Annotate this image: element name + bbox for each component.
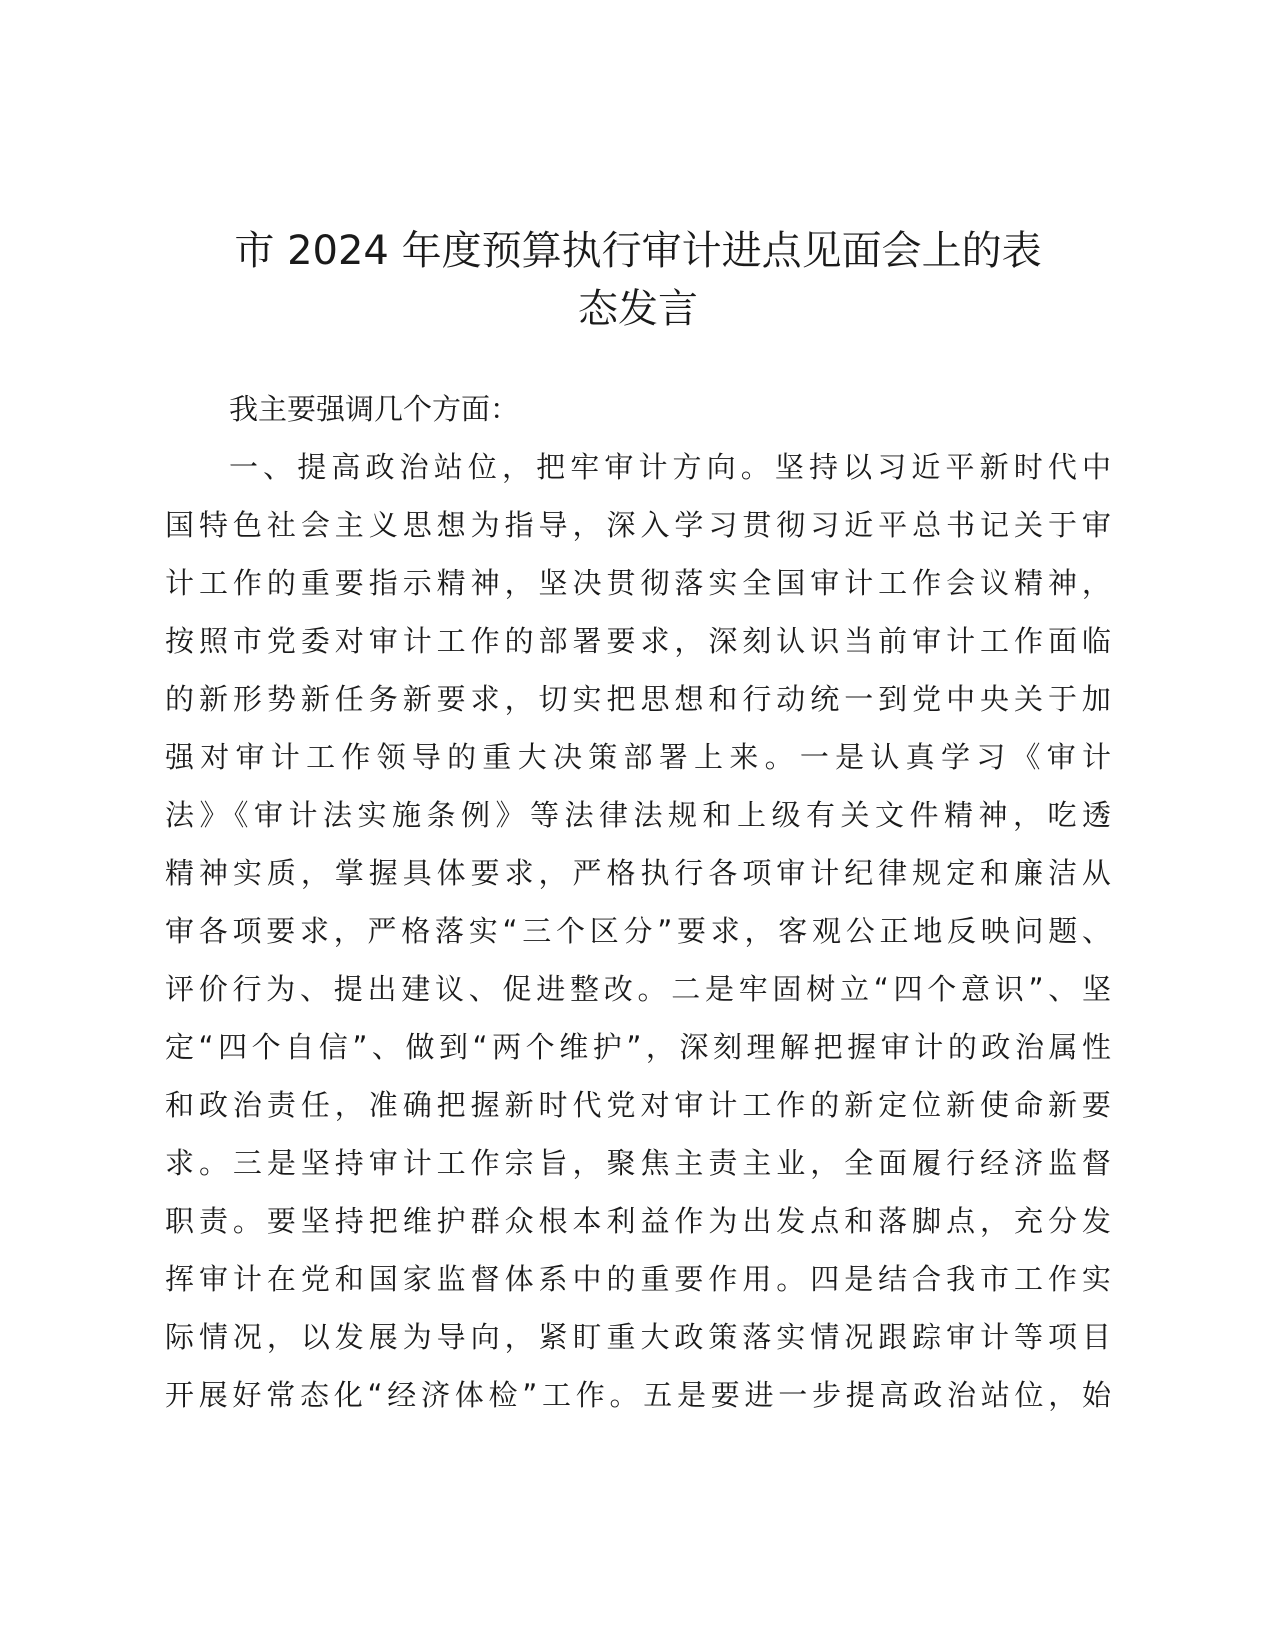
text-line: 挥审计在党和国家监督体系中的重要作用。四是结合我市工作实: [165, 1262, 1116, 1296]
text-line: 的新形势新任务新要求，切实把思想和行动统一到党中央关于加: [165, 682, 1116, 716]
title-line-1: 市 2024 年度预算执行审计进点见面会上的表: [234, 228, 1042, 274]
document-title: [165, 222, 1111, 338]
document-body: [165, 380, 1118, 1424]
text-line: 强对审计工作领导的重大决策部署上来。一是认真学习《审计: [165, 740, 1118, 774]
text-line: 评价行为、提出建议、促进整改。二是牢固树立“四个意识”、坚: [165, 972, 1116, 1006]
text-line: 国特色社会主义思想为指导，深入学习贯彻习近平总书记关于审: [165, 508, 1116, 542]
text-line: 开展好常态化“经济体检”工作。五是要进一步提高政治站位，始: [165, 1378, 1116, 1412]
text-line: 按照市党委对审计工作的部署要求，深刻认识当前审计工作面临: [165, 624, 1116, 658]
text-line: 职责。要坚持把维护群众根本利益作为出发点和落脚点，充分发: [165, 1204, 1116, 1238]
text-line: 定“四个自信”、做到“两个维护”，深刻理解把握审计的政治属性: [165, 1030, 1116, 1064]
intro-paragraph: 我主要强调几个方面：: [229, 392, 520, 426]
text-line: 和政治责任，准确把握新时代党对审计工作的新定位新使命新要: [165, 1088, 1116, 1122]
title-line-2: 态发言: [578, 286, 698, 332]
text-line: 审各项要求，严格落实“三个区分”要求，客观公正地反映问题、: [165, 914, 1116, 948]
text-line: 计工作的重要指示精神，坚决贯彻落实全国审计工作会议精神，: [165, 566, 1116, 600]
text-line: 际情况，以发展为导向，紧盯重大政策落实情况跟踪审计等项目: [165, 1320, 1116, 1354]
paragraph-1: [165, 438, 1118, 1424]
text-line: 求。三是坚持审计工作宗旨，聚焦主责主业，全面履行经济监督: [165, 1146, 1116, 1180]
text-line: 法》《审计法实施条例》等法律法规和上级有关文件精神，吃透: [165, 798, 1117, 832]
text-line: 一、提高政治站位，把牢审计方向。坚持以习近平新时代中: [229, 450, 1117, 484]
text-line: 精神实质，掌握具体要求，严格执行各项审计纪律规定和廉洁从: [165, 856, 1116, 890]
